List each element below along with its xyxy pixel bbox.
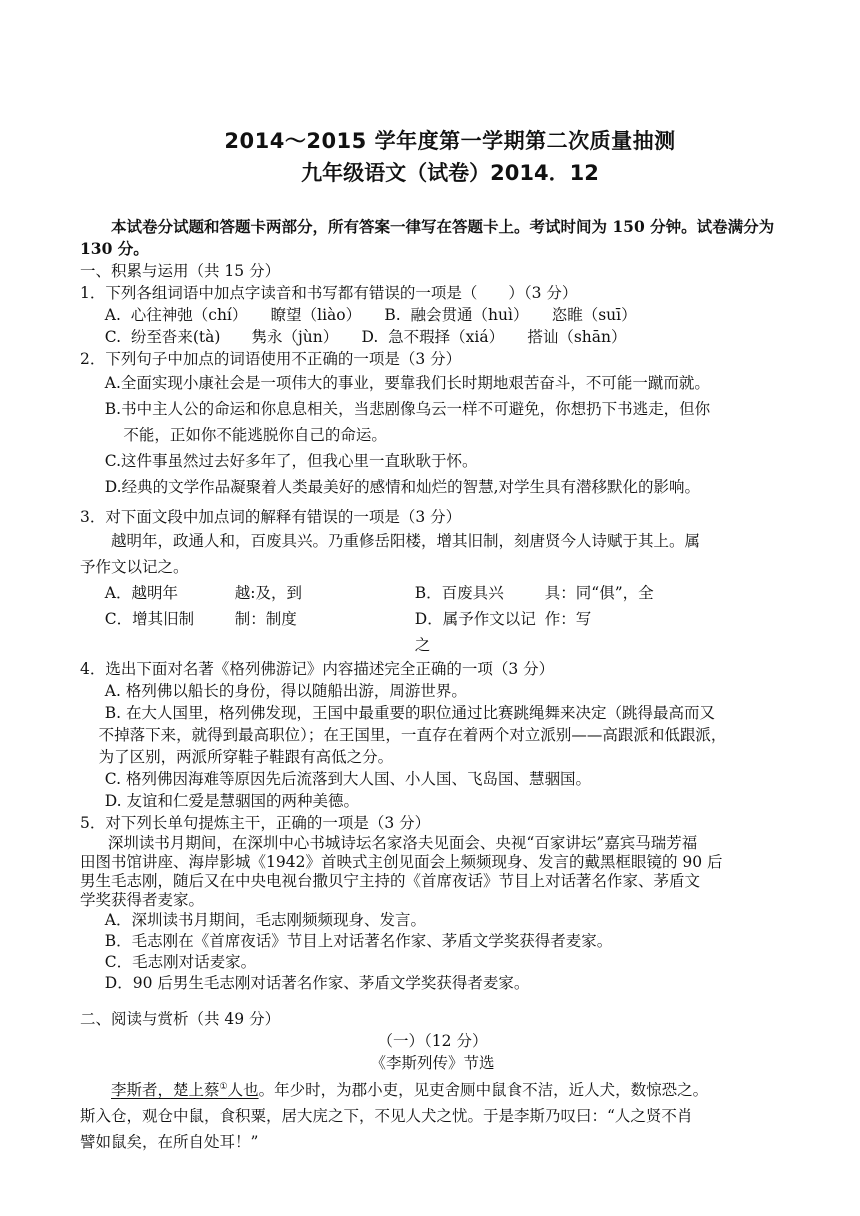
q5-passage-line1: 深圳读书月期间，在深圳中心书城诗坛名家洛夫见面会、央视“百家讲坛”嘉宾马瑞芳福: [107, 834, 698, 852]
article-underlined-phrase: 李斯者，楚上蔡①人也: [111, 1081, 259, 1100]
section2-heading: 二、阅读与赏析（共 49 分）: [80, 1010, 281, 1028]
q5-stem: 5．对下列长单句提炼主干，正确的一项是（3 分）: [80, 814, 431, 832]
q3-option-c-gloss: 制：制度: [234, 610, 297, 628]
exam-subtitle: 九年级语文（试卷）2014．12: [301, 161, 599, 185]
q3-option-a-word: A．越明年: [104, 584, 178, 602]
q1-stem: 1．下列各组词语中加点字读音和书写都有错误的一项是（ ）（3 分）: [80, 284, 578, 302]
q3-options: [80, 580, 785, 658]
section1-heading: 一、积累与运用（共 15 分）: [80, 262, 281, 280]
q4-option-b-line1: B. 在大人国里，格列佛发现，王国中最重要的职位通过比赛跳绳舞来决定（跳得最高而又: [104, 704, 716, 722]
article-paragraph-line2: 斯入仓，观仓中鼠，食积粟，居大庑之下，不见人犬之忧。于是李斯乃叹曰：“人之贤不肖: [80, 1107, 693, 1126]
exam-title: 2014～2015 学年度第一学期第二次质量抽测: [224, 129, 676, 153]
q5-option-d: D．90 后男生毛志刚对话著名作家、茅盾文学奖获得者麦家。: [104, 974, 530, 992]
section2-part-label: （一）（12 分）: [377, 1032, 488, 1050]
article-paragraph-line3: 譬如鼠矣，在所自处耳！”: [80, 1133, 259, 1152]
q2-option-a: A.全面实现小康社会是一项伟大的事业，要靠我们长时期地艰苦奋斗，不可能一蹴而就。: [104, 374, 710, 392]
article-paragraph-line1: 李斯者，楚上蔡①人也。年少时，为郡小吏，见吏舍厕中鼠食不洁，近人犬，数惊恐之。: [111, 1081, 709, 1100]
instructions: 本试卷分试题和答题卡两部分，所有答案一律写在答题卡上。考试时间为 150 分钟。试卷满分为 130 分。: [80, 217, 775, 258]
q5-option-a: A．深圳读书月期间，毛志刚频频现身、发言。: [104, 911, 426, 929]
q5-passage-line4: 学奖获得者麦家。: [80, 891, 205, 909]
q2-option-d: D.经典的文学作品凝聚着人类最美好的感情和灿烂的智慧,对学生具有潜移默化的影响。: [104, 478, 701, 496]
q3-passage-line2: 予作文以记之。: [80, 558, 189, 576]
q3-option-b-gloss: 具：同“俱”，全: [544, 584, 654, 602]
q4-option-b-line2: 不掉落下来，就得到最高职位）；在王国里，一直存在着两个对立派别——高跟派和低跟派，: [98, 726, 727, 744]
q2-option-b-line2: 不能，正如你不能逃脱你自己的命运。: [123, 426, 387, 444]
q3-option-b-word: B．百废具兴: [414, 584, 504, 602]
q2-option-b-line1: B.书中主人公的命运和你息息相关，当悲剧像乌云一样不可避免，你想扔下书逃走，但你: [104, 400, 711, 418]
q3-option-d-gloss: 作：写: [544, 610, 592, 628]
q3-option-c-word: C．增其旧制: [104, 610, 195, 628]
q3-option-a-gloss: 越:及，到: [234, 584, 303, 602]
article-title: 《李斯列传》节选: [370, 1054, 495, 1072]
q4-option-d: D. 友谊和仁爱是慧骃国的两种美德。: [104, 792, 360, 810]
q4-option-c: C. 格列佛因海难等原因先后流落到大人国、小人国、飞岛国、慧骃国。: [104, 770, 591, 788]
q5-option-b: B．毛志刚在《首席夜话》节目上对话著名作家、茅盾文学奖获得者麦家。: [104, 932, 613, 950]
q2-stem: 2．下列句子中加点的词语使用不正确的一项是（3 分）: [80, 350, 462, 368]
q4-option-b-line3: 为了区别，两派所穿鞋子鞋跟有高低之分。: [98, 748, 394, 766]
q3-stem: 3．对下面文段中加点词的解释有错误的一项是（3 分）: [80, 508, 462, 526]
q5-passage-line2: 田图书馆讲座、海岸影城《1942》首映式主创见面会上频频现身、发言的戴黑框眼镜的 90 后: [80, 853, 723, 871]
q5-passage-line3: 男生毛志刚，随后又在中央电视台撒贝宁主持的《首席夜话》节目上对话著名作家、茅盾文: [80, 872, 701, 890]
q4-stem: 4．选出下面对名著《格列佛游记》内容描述完全正确的一项（3 分）: [80, 660, 555, 678]
q2-option-c: C.这件事虽然过去好多年了，但我心里一直耿耿于怀。: [104, 452, 478, 470]
q1-options-line2: C. 纷至沓来(tà) 隽永（jùn） D. 急不瑕择（xiá） 搭讪（shān）: [104, 328, 627, 346]
q5-option-c: C．毛志刚对话麦家。: [104, 953, 257, 971]
q1-options-line1: A. 心往神弛（chí） 瞭望（liào） B. 融会贯通（huì） 恣睢（suī）: [104, 306, 637, 324]
footnote-marker: ①: [219, 1082, 228, 1092]
q4-option-a: A. 格列佛以船长的身份，得以随船出游，周游世界。: [104, 682, 467, 700]
q3-passage-line1: 越明年，政通人和，百废具兴。乃重修岳阳楼，增其旧制，刻唐贤今人诗赋于其上。属: [111, 532, 701, 550]
q3-option-d-word: D．属予作文以记之: [414, 610, 536, 654]
exam-content: [80, 216, 785, 1155]
